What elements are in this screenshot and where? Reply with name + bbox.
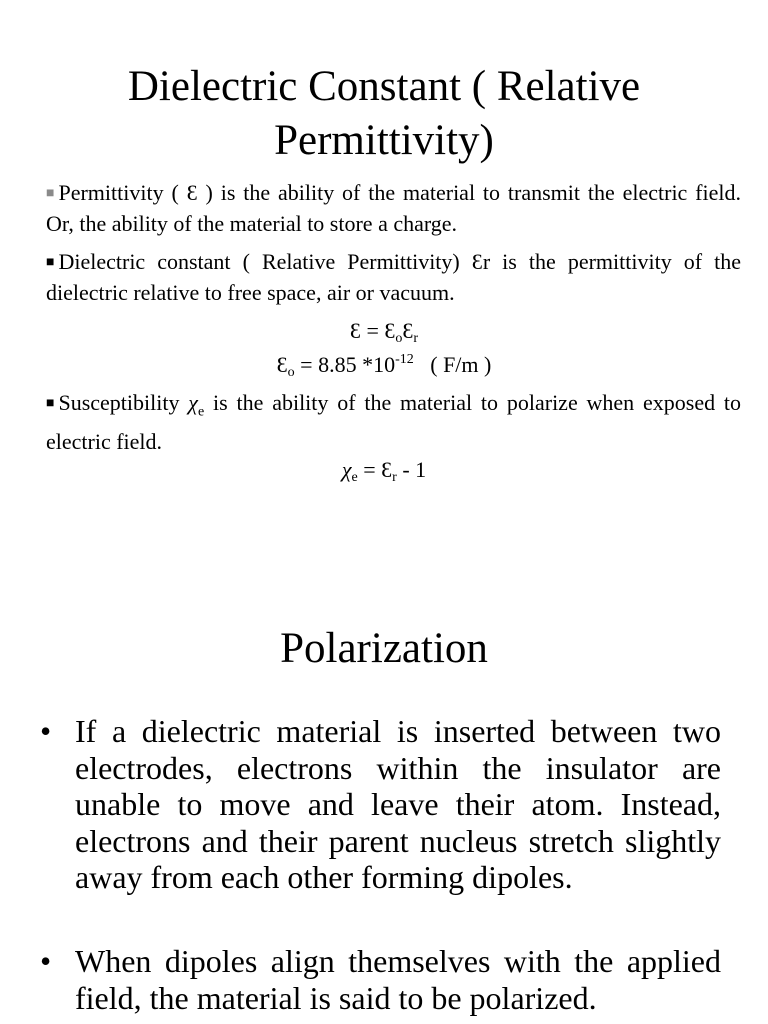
permittivity-paragraph — [46, 178, 741, 239]
dielectric-constant-text: Dielectric constant ( Relative Permittivity) Ɛr is the permittivity of the dielectric relative to free space, air or vacuum. — [46, 249, 741, 305]
susceptibility-paragraph: ■ Susceptibility $\chi_e$ is the ability of the material to polarize when exposed to electric field. — [46, 390, 742, 455]
slide-title — [40, 60, 728, 168]
bullet-text: When dipoles align themselves with the applied field, the material is said to be polarized. — [75, 943, 721, 1016]
polarization-title: Polarization — [280, 625, 488, 672]
free-space-permittivity-equation: $Ɛ_o = 8.85$ $*10^{-12}$ ( F/m ) — [276, 352, 492, 380]
bullet-item — [40, 943, 721, 1016]
susceptibility-equation: $\chi_e$ = $Ɛ_r - 1$ — [341, 457, 427, 485]
bullet-dot-icon: • — [40, 713, 52, 749]
bullet-text: If a dielectric material is inserted between two electrodes, electrons within the insulator are unable to move and leave their atom. Instead, electrons and their parent nucleus stretch slightly away from each other forming dipoles. — [75, 713, 721, 895]
chi-symbol: χ — [188, 390, 198, 415]
unit-label: ( F/m ) — [430, 352, 492, 377]
bullet-item — [40, 713, 721, 896]
permittivity-text: Permittivity ( Ɛ ) is the ability of the material to transmit the electric field. Or, the ability of the material to store a charge. — [46, 180, 741, 236]
slide-title-line-2: Permittivity) — [274, 117, 494, 164]
permittivity-equation: Ɛ = $Ɛ_oƐ_r$ — [349, 318, 419, 346]
slide-title-line-1: Dielectric Constant ( Relative — [127, 63, 641, 110]
bullet-dot-icon: • — [40, 943, 52, 979]
square-bullet-icon: ■ — [46, 255, 55, 270]
square-bullet-icon: ■ — [46, 396, 55, 411]
dielectric-constant-paragraph — [46, 247, 741, 308]
square-bullet-icon: ■ — [46, 186, 55, 201]
